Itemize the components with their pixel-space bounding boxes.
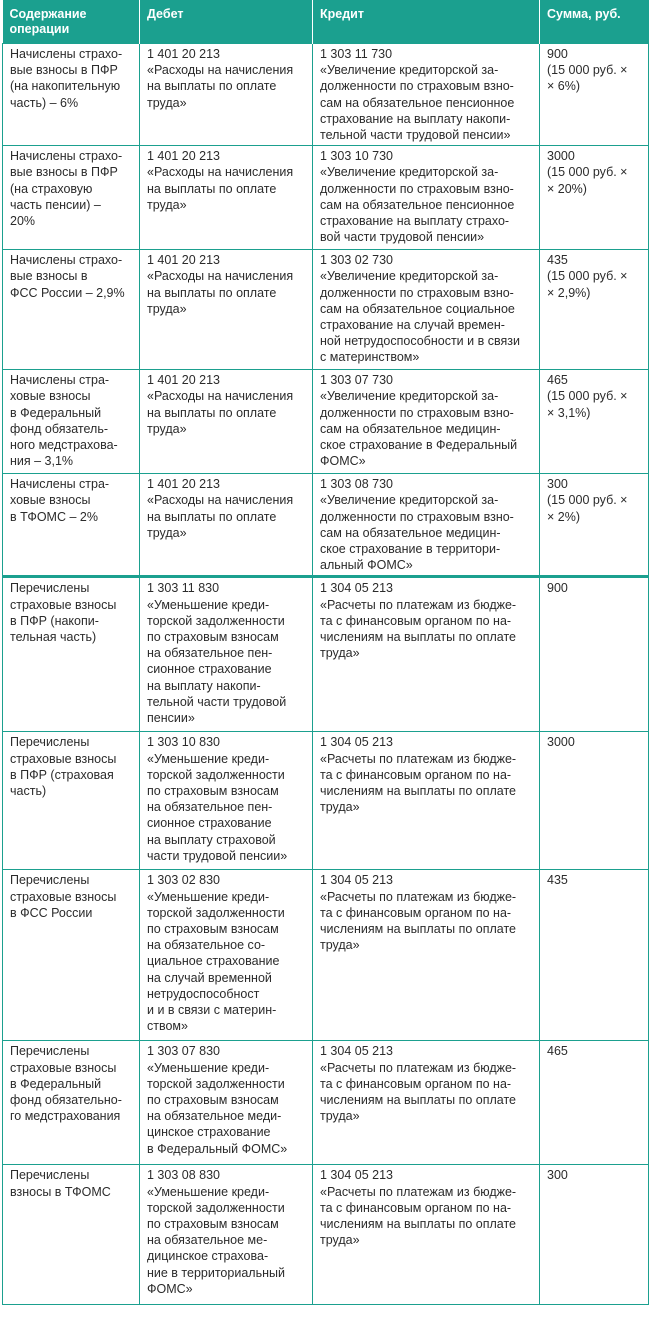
cell-debit: 1 303 11 830 «Уменьшение креди- торской задолженности по страховым взносам на обязательное пен- сионное страхование на выплату накопи- тельной части трудовой пенсии» <box>140 577 313 732</box>
table-body <box>3 44 649 1305</box>
table-row <box>3 44 649 146</box>
table-header <box>3 0 649 44</box>
table-row <box>3 474 649 577</box>
cell-debit: 1 303 02 830 «Уменьшение креди- торской задолженности по страховым взносам на обязательное со- циальное страхование на случай временной нетрудоспособност и и в связи с материн- ством» <box>140 870 313 1041</box>
cell-amount: 435 (15 000 руб. × × 2,9%) <box>540 250 649 370</box>
cell-credit: 1 303 07 730 «Увеличение кредиторской за- долженности по страховым взно- сам на обязательное медицин- ское страхование в Федеральный ФОМС» <box>313 370 540 474</box>
cell-credit: 1 304 05 213 «Расчеты по платежам из бюдже- та с финансовым органом по на- числениям на выплаты по оплате труда» <box>313 870 540 1041</box>
table-row <box>3 370 649 474</box>
cell-credit: 1 303 10 730 «Увеличение кредиторской за- долженности по страховым взно- сам на обязательное пенсионное страхование на выплату страхо- вой части трудовой пенсии» <box>313 146 540 250</box>
header-row <box>3 0 649 44</box>
cell-credit: 1 303 08 730 «Увеличение кредиторской за- долженности по страховым взно- сам на обязательное медицин- ское страхование в территори- альный ФОМС» <box>313 474 540 577</box>
cell-debit: 1 401 20 213 «Расходы на начисления на выплаты по оплате труда» <box>140 44 313 146</box>
cell-credit: 1 303 02 730 «Увеличение кредиторской за- долженности по страховым взно- сам на обязательное социальное страхование на случай времен- ной нетрудоспособности и в связи с материнством» <box>313 250 540 370</box>
cell-debit: 1 401 20 213 «Расходы на начисления на выплаты по оплате труда» <box>140 250 313 370</box>
table-row <box>3 1165 649 1305</box>
cell-credit: 1 304 05 213 «Расчеты по платежам из бюдже- та с финансовым органом по на- числениям на выплаты по оплате труда» <box>313 577 540 732</box>
table-row <box>3 1041 649 1165</box>
cell-operation: Начислены страхо- вые взносы в ФСС России – 2,9% <box>3 250 140 370</box>
cell-operation: Перечислены страховые взносы в Федеральный фонд обязательно- го медстрахования <box>3 1041 140 1165</box>
cell-operation: Перечислены страховые взносы в ПФР (накопи- тельная часть) <box>3 577 140 732</box>
cell-debit: 1 401 20 213 «Расходы на начисления на выплаты по оплате труда» <box>140 146 313 250</box>
cell-operation: Начислены стра- ховые взносы в Федеральный фонд обязатель- ного медстрахова- ния – 3,1% <box>3 370 140 474</box>
cell-amount: 465 <box>540 1041 649 1165</box>
cell-operation: Начислены страхо- вые взносы в ПФР (на страховую часть пенсии) – 20% <box>3 146 140 250</box>
table-row <box>3 577 649 732</box>
cell-amount: 900 (15 000 руб. × × 6%) <box>540 44 649 146</box>
header-credit: Кредит <box>313 0 540 44</box>
header-amount: Сумма, руб. <box>540 0 649 44</box>
cell-debit: 1 303 08 830 «Уменьшение креди- торской задолженности по страховым взносам на обязательное ме- дицинское страхова- ние в территориальный ФОМС» <box>140 1165 313 1305</box>
cell-operation: Перечислены взносы в ТФОМС <box>3 1165 140 1305</box>
header-debit: Дебет <box>140 0 313 44</box>
cell-credit: 1 304 05 213 «Расчеты по платежам из бюдже- та с финансовым органом по на- числениям на выплаты по оплате труда» <box>313 1041 540 1165</box>
table-row <box>3 146 649 250</box>
cell-credit: 1 303 11 730 «Увеличение кредиторской за- долженности по страховым взно- сам на обязательное пенсионное страхование на выплату накопи- тельной части трудовой пенсии» <box>313 44 540 146</box>
accounting-entries-table <box>2 0 649 1305</box>
cell-debit: 1 303 07 830 «Уменьшение креди- торской задолженности по страховым взносам на обязательное меди- цинское страхование в Федеральный ФОМС» <box>140 1041 313 1165</box>
cell-operation: Перечислены страховые взносы в ФСС России <box>3 870 140 1041</box>
cell-debit: 1 401 20 213 «Расходы на начисления на выплаты по оплате труда» <box>140 474 313 577</box>
cell-amount: 300 (15 000 руб. × × 2%) <box>540 474 649 577</box>
cell-amount: 900 <box>540 577 649 732</box>
cell-amount: 435 <box>540 870 649 1041</box>
cell-operation: Начислены стра- ховые взносы в ТФОМС – 2% <box>3 474 140 577</box>
table-row <box>3 732 649 870</box>
cell-amount: 3000 <box>540 732 649 870</box>
table-row <box>3 250 649 370</box>
cell-amount: 3000 (15 000 руб. × × 20%) <box>540 146 649 250</box>
cell-operation: Перечислены страховые взносы в ПФР (страховая часть) <box>3 732 140 870</box>
cell-debit: 1 303 10 830 «Уменьшение креди- торской задолженности по страховым взносам на обязательное пен- сионное страхование на выплату страховой части трудовой пенсии» <box>140 732 313 870</box>
cell-credit: 1 304 05 213 «Расчеты по платежам из бюдже- та с финансовым органом по на- числениям на выплаты по оплате труда» <box>313 1165 540 1305</box>
cell-amount: 465 (15 000 руб. × × 3,1%) <box>540 370 649 474</box>
header-operation: Содержание операции <box>3 0 140 44</box>
cell-credit: 1 304 05 213 «Расчеты по платежам из бюдже- та с финансовым органом по на- числениям на выплаты по оплате труда» <box>313 732 540 870</box>
table-row <box>3 870 649 1041</box>
cell-operation: Начислены страхо- вые взносы в ПФР (на накопительную часть) – 6% <box>3 44 140 146</box>
cell-debit: 1 401 20 213 «Расходы на начисления на выплаты по оплате труда» <box>140 370 313 474</box>
cell-amount: 300 <box>540 1165 649 1305</box>
